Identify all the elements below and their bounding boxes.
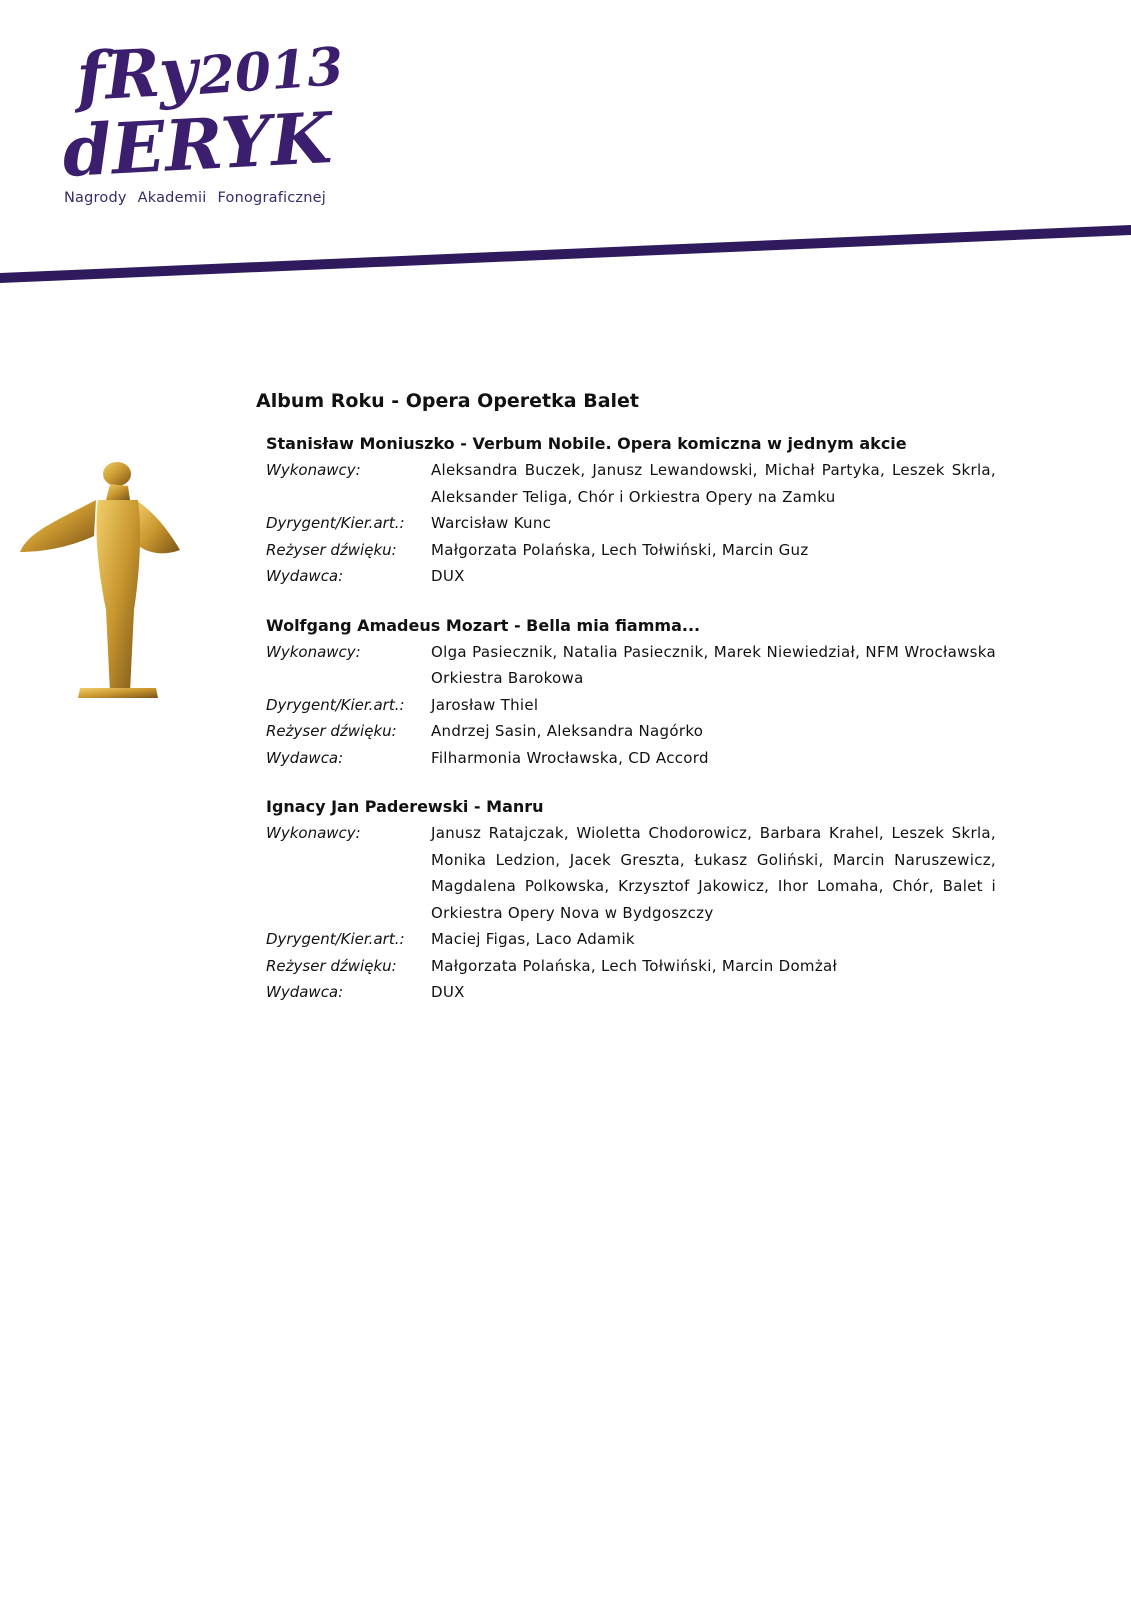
row-label: Wydawca:: [266, 567, 344, 585]
row-value: Andrzej Sasin, Aleksandra Nagórko: [431, 722, 704, 740]
publisher-row: [266, 745, 996, 772]
entry-title: Ignacy Jan Paderewski - Manru: [266, 797, 544, 816]
row-label: Wykonawcy:: [266, 824, 361, 842]
publisher-row: [266, 563, 996, 590]
fryderyk-logo-mark: [60, 31, 346, 201]
logo-tagline: [64, 190, 337, 206]
nominee-entry: [266, 616, 996, 772]
golden-winged-statuette-icon: [18, 460, 186, 716]
entry-title: Wolfgang Amadeus Mozart - Bella mia fiamma...: [266, 615, 701, 635]
performers-row: [266, 820, 996, 926]
row-label: Dyrygent/Kier.art.:: [266, 514, 405, 532]
row-label: Wydawca:: [266, 748, 344, 767]
conductor-row: [266, 926, 996, 953]
logo-year: 2013: [196, 36, 346, 107]
row-value: DUX: [431, 983, 465, 1001]
header-divider: [0, 225, 1131, 295]
row-label: Reżyser dźwięku:: [266, 540, 397, 559]
row-value: Małgorzata Polańska, Lech Tołwiński, Marcin Domżał: [431, 956, 838, 975]
entry-title: Stanisław Moniuszko - Verbum Nobile. Opera komiczna w jednym akcie: [266, 434, 907, 453]
tagline-word: Fonograficznej: [217, 190, 326, 206]
row-value: DUX: [431, 567, 465, 585]
publisher-row: [266, 979, 996, 1006]
award-content: [256, 390, 996, 1032]
logo-word-bottom: dERYK: [60, 96, 334, 193]
row-label: Dyrygent/Kier.art.:: [266, 930, 405, 948]
row-label: Wykonawcy:: [266, 461, 361, 479]
tagline-word: Akademii: [137, 190, 207, 206]
performers-row: [266, 639, 996, 692]
row-label: Reżyser dźwięku:: [266, 956, 397, 975]
conductor-row: [266, 510, 996, 537]
sound-director-row: [266, 953, 996, 980]
row-label: Reżyser dźwięku:: [266, 722, 397, 740]
section-title: Album Roku - Opera Operetka Balet: [256, 390, 639, 412]
row-value: Małgorzata Polańska, Lech Tołwiński, Marcin Guz: [431, 540, 809, 559]
sound-director-row: [266, 718, 996, 745]
fryderyk-logo: [60, 31, 346, 221]
row-value: Maciej Figas, Laco Adamik: [431, 930, 635, 948]
row-value: Filharmonia Wrocławska, CD Accord: [431, 748, 709, 767]
nominee-entry: [266, 797, 996, 1006]
row-value: Olga Pasiecznik, Natalia Pasiecznik, Marek Niewiedział, NFM Wrocławska Orkiestra Barokowa: [431, 642, 996, 687]
conductor-row: [266, 692, 996, 719]
row-value: Aleksandra Buczek, Janusz Lewandowski, Michał Partyka, Leszek Skrla, Aleksander Teliga, Chór i Orkiestra Opery na Zamku: [431, 461, 996, 506]
nominee-entry: [266, 434, 996, 590]
row-value: Jarosław Thiel: [431, 695, 539, 714]
tagline-word: Nagrody: [64, 190, 127, 206]
row-label: Wydawca:: [266, 983, 344, 1001]
row-value: Janusz Ratajczak, Wioletta Chodorowicz, Barbara Krahel, Leszek Skrla, Monika Ledzion, Jacek Greszta, Łukasz Goliński, Marcin Naruszewicz, Magdalena Polkowska, Krzysztof Jakowicz, Ihor Lomaha, Chór, Balet i Orkiestra Opery Nova w Bydgoszczy: [431, 824, 996, 922]
row-value: Warcisław Kunc: [431, 514, 552, 532]
performers-row: [266, 457, 996, 510]
logo-word-top: fRy: [74, 31, 200, 116]
row-label: Dyrygent/Kier.art.:: [266, 695, 405, 714]
row-label: Wykonawcy:: [266, 642, 361, 661]
sound-director-row: [266, 537, 996, 564]
